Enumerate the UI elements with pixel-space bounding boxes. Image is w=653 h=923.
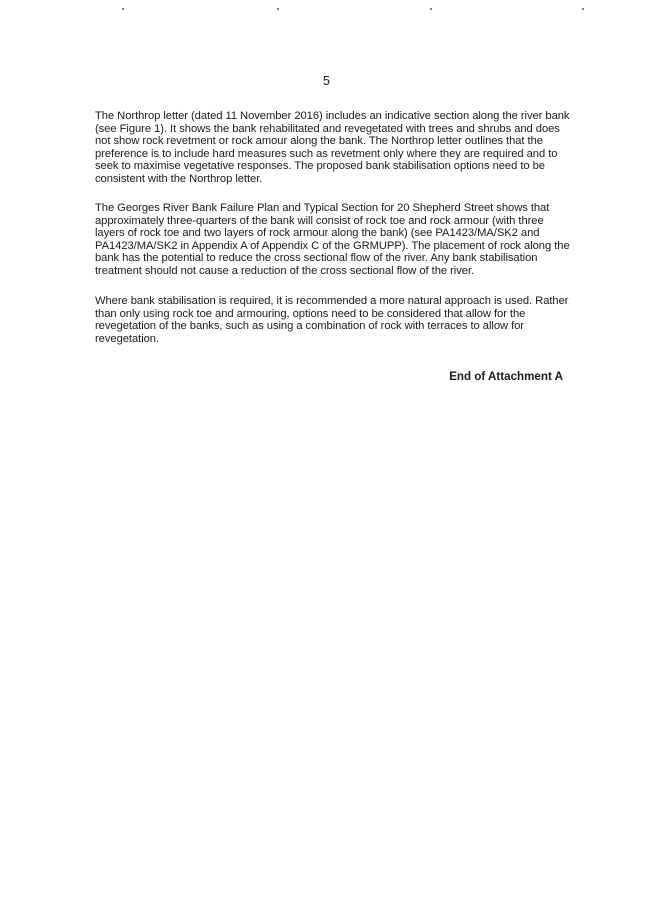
end-of-attachment-note: End of Attachment A — [449, 370, 563, 383]
scan-speck — [582, 8, 584, 10]
paragraph-recommendation: Where bank stabilisation is required, it is recommended a more natural approach is used. Rather than only using rock toe and armouring, options need to be considered that allow for the revegetation of the banks, such as using a combination of rock with terraces to allow for revegetation. — [95, 295, 569, 345]
scan-speck — [277, 8, 279, 10]
scan-speck — [430, 8, 432, 10]
page-number: 5 — [323, 74, 330, 88]
scan-speck — [122, 8, 124, 10]
paragraph-bank-failure-plan: The Georges River Bank Failure Plan and Typical Section for 20 Shepherd Street shows that approximately three-quarters of the bank will consist of rock toe and rock armour (with three layers of rock toe and two layers of rock armour along the bank) (see PA1423/MA/SK2 and PA1423/MA/SK2 in Appendix A of Appendix C of the GRMUPP). The placement of rock along the bank has the potential to reduce the cross sectional flow of the river. Any bank stabilisation treatment should not cause a reduction of the cross sectional flow of the river. — [95, 202, 570, 277]
paragraph-northrop-letter: The Northrop letter (dated 11 November 2016) includes an indicative section along the river bank (see Figure 1). It shows the bank rehabilitated and revegetated with trees and shrubs and does not show rock revetment or rock amour along the bank. The Northrop letter outlines that the preference is to include hard measures such as revetment only where they are required and to seek to maximise vegetative responses. The proposed bank stabilisation options need to be consistent with the Northrop letter. — [95, 110, 570, 185]
